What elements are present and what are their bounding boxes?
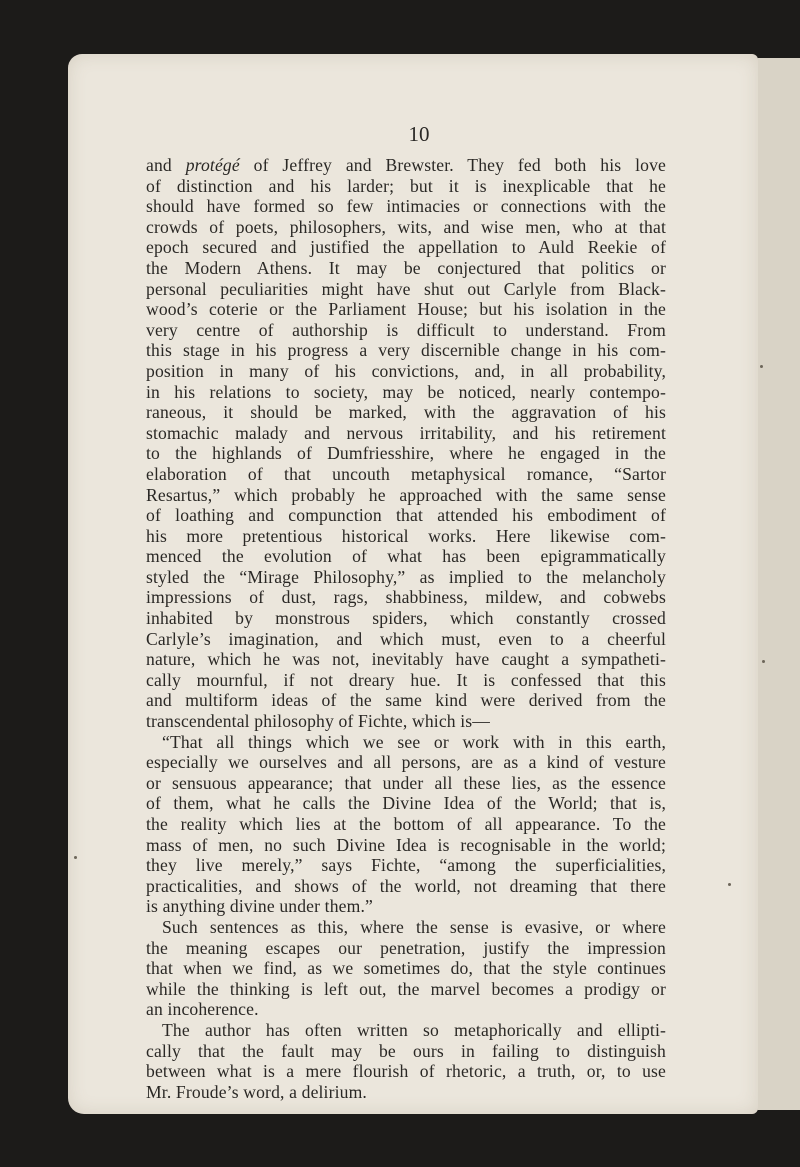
text-line: they live merely,” says Fichte, “among the superficialities, <box>146 855 666 876</box>
text-line: and multiform ideas of the same kind were derived from the <box>146 690 666 711</box>
text-line: nature, which he was not, inevitably have caught a sympatheti- <box>146 649 666 670</box>
text-line: cally that the fault may be ours in failing to distinguish <box>146 1040 666 1061</box>
text-line: raneous, it should be marked, with the aggravation of his <box>146 402 666 423</box>
text-line: Carlyle’s imagination, and which must, even to a cheerful <box>146 628 666 649</box>
text-line: practicalities, and shows of the world, not dreaming that there <box>146 875 666 896</box>
text-line: of distinction and his larder; but it is inexplicable that he <box>146 175 666 196</box>
margin-speck <box>728 883 731 886</box>
italic-word: protégé <box>185 155 240 175</box>
text-line: especially we ourselves and all persons, are as a kind of vesture <box>146 752 666 773</box>
text-line: is anything divine under them.” <box>146 896 373 917</box>
text-line: the Modern Athens. It may be conjectured that politics or <box>146 257 666 278</box>
text-line: and protégé of Jeffrey and Brewster. They fed both his love <box>146 155 667 175</box>
text-line: mass of men, no such Divine Idea is recognisable in the world; <box>146 834 666 855</box>
text-line: menced the evolution of what has been epigrammatically <box>146 546 666 567</box>
text-line: very centre of authorship is difficult to understand. From <box>146 319 666 340</box>
text-line: transcendental philosophy of Fichte, which is— <box>146 711 491 732</box>
text-line: of them, what he calls the Divine Idea of the World; that is, <box>146 793 666 814</box>
text-line: Resartus,” which probably he approached with the same sense <box>146 484 666 505</box>
text-line: that when we find, as we sometimes do, that the style continues <box>146 958 666 979</box>
text-line: in his relations to society, may be noticed, nearly contempo- <box>146 381 666 402</box>
text-line: personal peculiarities might have shut out Carlyle from Black- <box>146 278 666 299</box>
text-line: stomachic malady and nervous irritability, and his retirement <box>146 422 666 443</box>
text-line: the meaning escapes our penetration, justify the impression <box>146 937 666 958</box>
text-line: to the highlands of Dumfriesshire, where he engaged in the <box>146 443 666 464</box>
text-line: impressions of dust, rags, shabbiness, mildew, and cobwebs <box>146 587 666 608</box>
text-line: styled the “Mirage Philosophy,” as implied to the melancholy <box>146 566 666 587</box>
text-line: position in many of his convictions, and, in all probability, <box>146 360 666 381</box>
text-line: The author has often written so metaphorically and ellipti- <box>162 1019 666 1040</box>
text-line: an incoherence. <box>146 999 259 1020</box>
text-line: inhabited by monstrous spiders, which constantly crossed <box>146 608 666 629</box>
text-line: this stage in his progress a very discernible change in his com- <box>146 340 666 361</box>
text-line: of loathing and compunction that attended his embodiment of <box>146 505 666 526</box>
text-line: epoch secured and justified the appellation to Auld Reekie of <box>146 237 666 258</box>
margin-speck <box>760 365 763 368</box>
text-line: “That all things which we see or work with in this earth, <box>162 731 666 752</box>
text-line: Such sentences as this, where the sense is evasive, or where <box>162 916 666 937</box>
margin-speck <box>762 660 765 663</box>
text-line: Mr. Froude’s word, a delirium. <box>146 1081 367 1102</box>
margin-speck <box>74 856 77 859</box>
text-line: between what is a mere flourish of rhetoric, a truth, or, to use <box>146 1061 666 1082</box>
text-line: crowds of poets, philosophers, wits, and wise men, who at that <box>146 216 666 237</box>
next-page-edge <box>756 58 800 1110</box>
text-line: should have formed so few intimacies or connections with the <box>146 196 666 217</box>
text-line: wood’s coterie or the Parliament House; but his isolation in the <box>146 299 666 320</box>
text-line: the reality which lies at the bottom of all appearance. To the <box>146 814 666 834</box>
text-line: his more pretentious historical works. Here likewise com- <box>146 525 666 546</box>
text-line: while the thinking is left out, the marvel becomes a prodigy or <box>146 978 666 999</box>
text-line: elaboration of that uncouth metaphysical romance, “Sartor <box>146 463 666 484</box>
page-number: 10 <box>408 122 430 146</box>
body-text <box>146 155 666 1102</box>
text-line: or sensuous appearance; that under all these lies, as the essence <box>146 772 666 793</box>
text-line: cally mournful, if not dreary hue. It is confessed that this <box>146 669 666 690</box>
